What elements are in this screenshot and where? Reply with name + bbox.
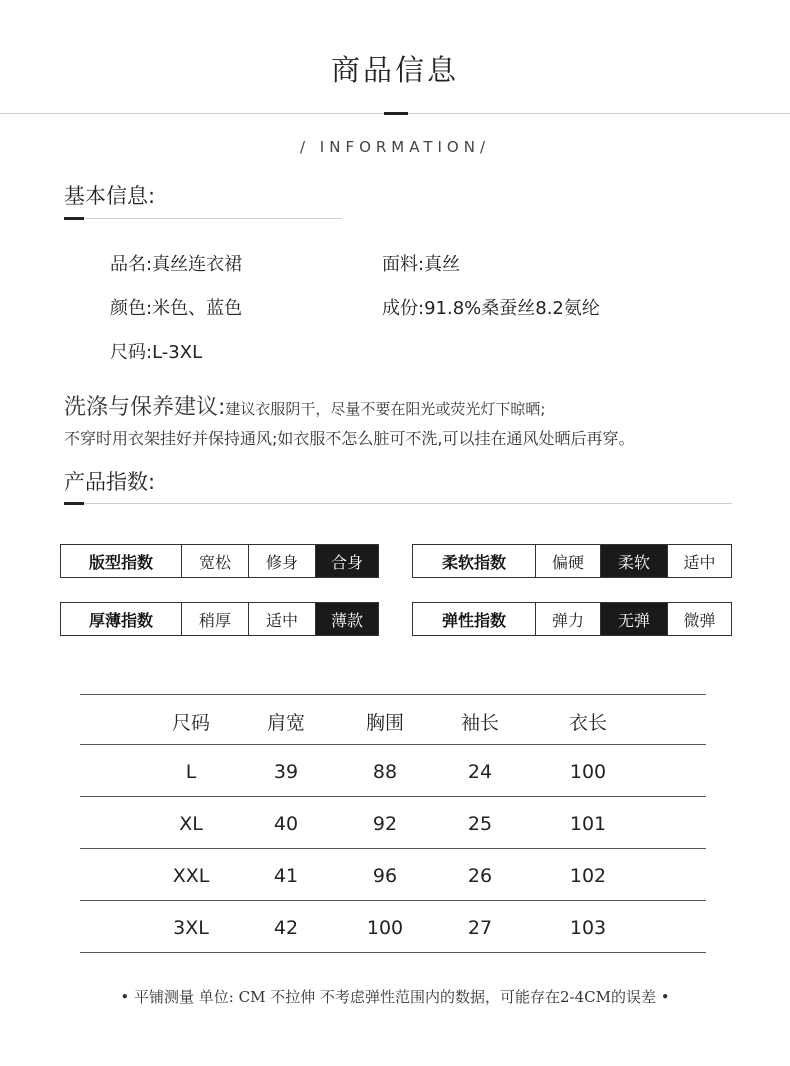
info-item-name [110,250,242,276]
table-cell: L [185,761,197,783]
table-header-sleeve: 袖长 [460,712,499,734]
index-label: 厚薄指数 [61,603,182,635]
index-label: 柔软指数 [413,545,536,577]
table-cell: 26 [467,865,493,887]
index-option: 微弹 [683,610,716,630]
info-item-size [110,338,202,364]
table-cell: 27 [467,917,493,939]
care-line-1 [64,390,545,421]
index-option-selected: 合身 [316,545,378,577]
care-heading: 洗涤与保养建议: [64,395,226,420]
info-label: 面料: [382,254,425,275]
info-value: L-3XL [152,342,203,363]
table-cell: 100 [569,761,607,783]
table-rule [80,900,706,901]
title-accent-dash [384,112,408,115]
product-index-divider [64,503,732,504]
table-cell: 24 [467,761,493,783]
basic-info-divider [64,218,342,219]
index-softness [412,544,732,578]
index-option: 适中 [683,552,716,572]
page-title: 商品信息 [330,53,459,87]
info-value: 真丝 [424,254,461,275]
index-option-selected: 薄款 [316,603,378,635]
table-cell: 92 [372,813,398,835]
table-cell: 103 [569,917,607,939]
table-cell: 39 [273,761,299,783]
table-header-length: 衣长 [568,712,607,734]
table-cell: 96 [372,865,398,887]
product-index-heading: 产品指数: [64,470,156,494]
table-cell: 40 [273,813,299,835]
index-label: 版型指数 [61,545,182,577]
table-cell: 88 [372,761,398,783]
info-item-fabric [382,250,460,276]
index-fit [60,544,379,578]
product-index-accent-dash [64,502,84,505]
info-label: 颜色: [110,298,153,319]
table-rule [80,694,706,695]
page-subtitle: / INFORMATION/ [299,138,491,156]
table-header-shoulder: 肩宽 [266,712,305,734]
info-item-composition [382,294,600,320]
info-value: 真丝连衣裙 [152,254,243,275]
table-cell: 25 [467,813,493,835]
table-rule [80,796,706,797]
index-elasticity [412,602,732,636]
info-label: 成份: [382,298,425,319]
info-value: 91.8%桑蚕丝8.2氨纶 [424,298,600,319]
index-option: 弹力 [536,603,601,635]
basic-info-accent-dash [64,217,84,220]
info-label: 品名: [110,254,153,275]
measurement-note: • 平铺测量 单位: CM 不拉伸 不考虑弹性范围内的数据，可能存在2-4CM的误差 • [120,988,670,1006]
table-rule [80,848,706,849]
table-cell: 100 [366,917,404,939]
index-option: 偏硬 [536,545,601,577]
care-text-2: 不穿时用衣架挂好并保持通风;如衣服不怎么脏可不洗,可以挂在通风处晒后再穿。 [64,429,635,448]
index-option-selected: 无弹 [601,603,668,635]
table-cell: 101 [569,813,607,835]
basic-info-heading: 基本信息: [64,184,156,208]
table-cell: 102 [569,865,607,887]
table-rule [80,952,706,953]
index-option: 适中 [249,603,316,635]
index-option-selected: 柔软 [601,545,668,577]
index-thickness [60,602,379,636]
table-rule [80,744,706,745]
info-item-color [110,294,242,320]
table-cell: 42 [273,917,299,939]
table-cell: 3XL [173,917,209,939]
table-cell: 41 [273,865,299,887]
care-text-1: 建议衣服阴干，尽量不要在阳光或荧光灯下晾晒; [225,400,546,418]
table-header-size: 尺码 [171,712,210,734]
table-cell: XL [179,813,203,835]
table-header-chest: 胸围 [365,712,404,734]
index-option: 修身 [249,545,316,577]
index-option: 稍厚 [182,603,249,635]
index-label: 弹性指数 [413,603,536,635]
table-cell: XXL [172,865,210,887]
info-label: 尺码: [110,342,153,363]
info-value: 米色、蓝色 [152,298,243,319]
index-option: 宽松 [182,545,249,577]
